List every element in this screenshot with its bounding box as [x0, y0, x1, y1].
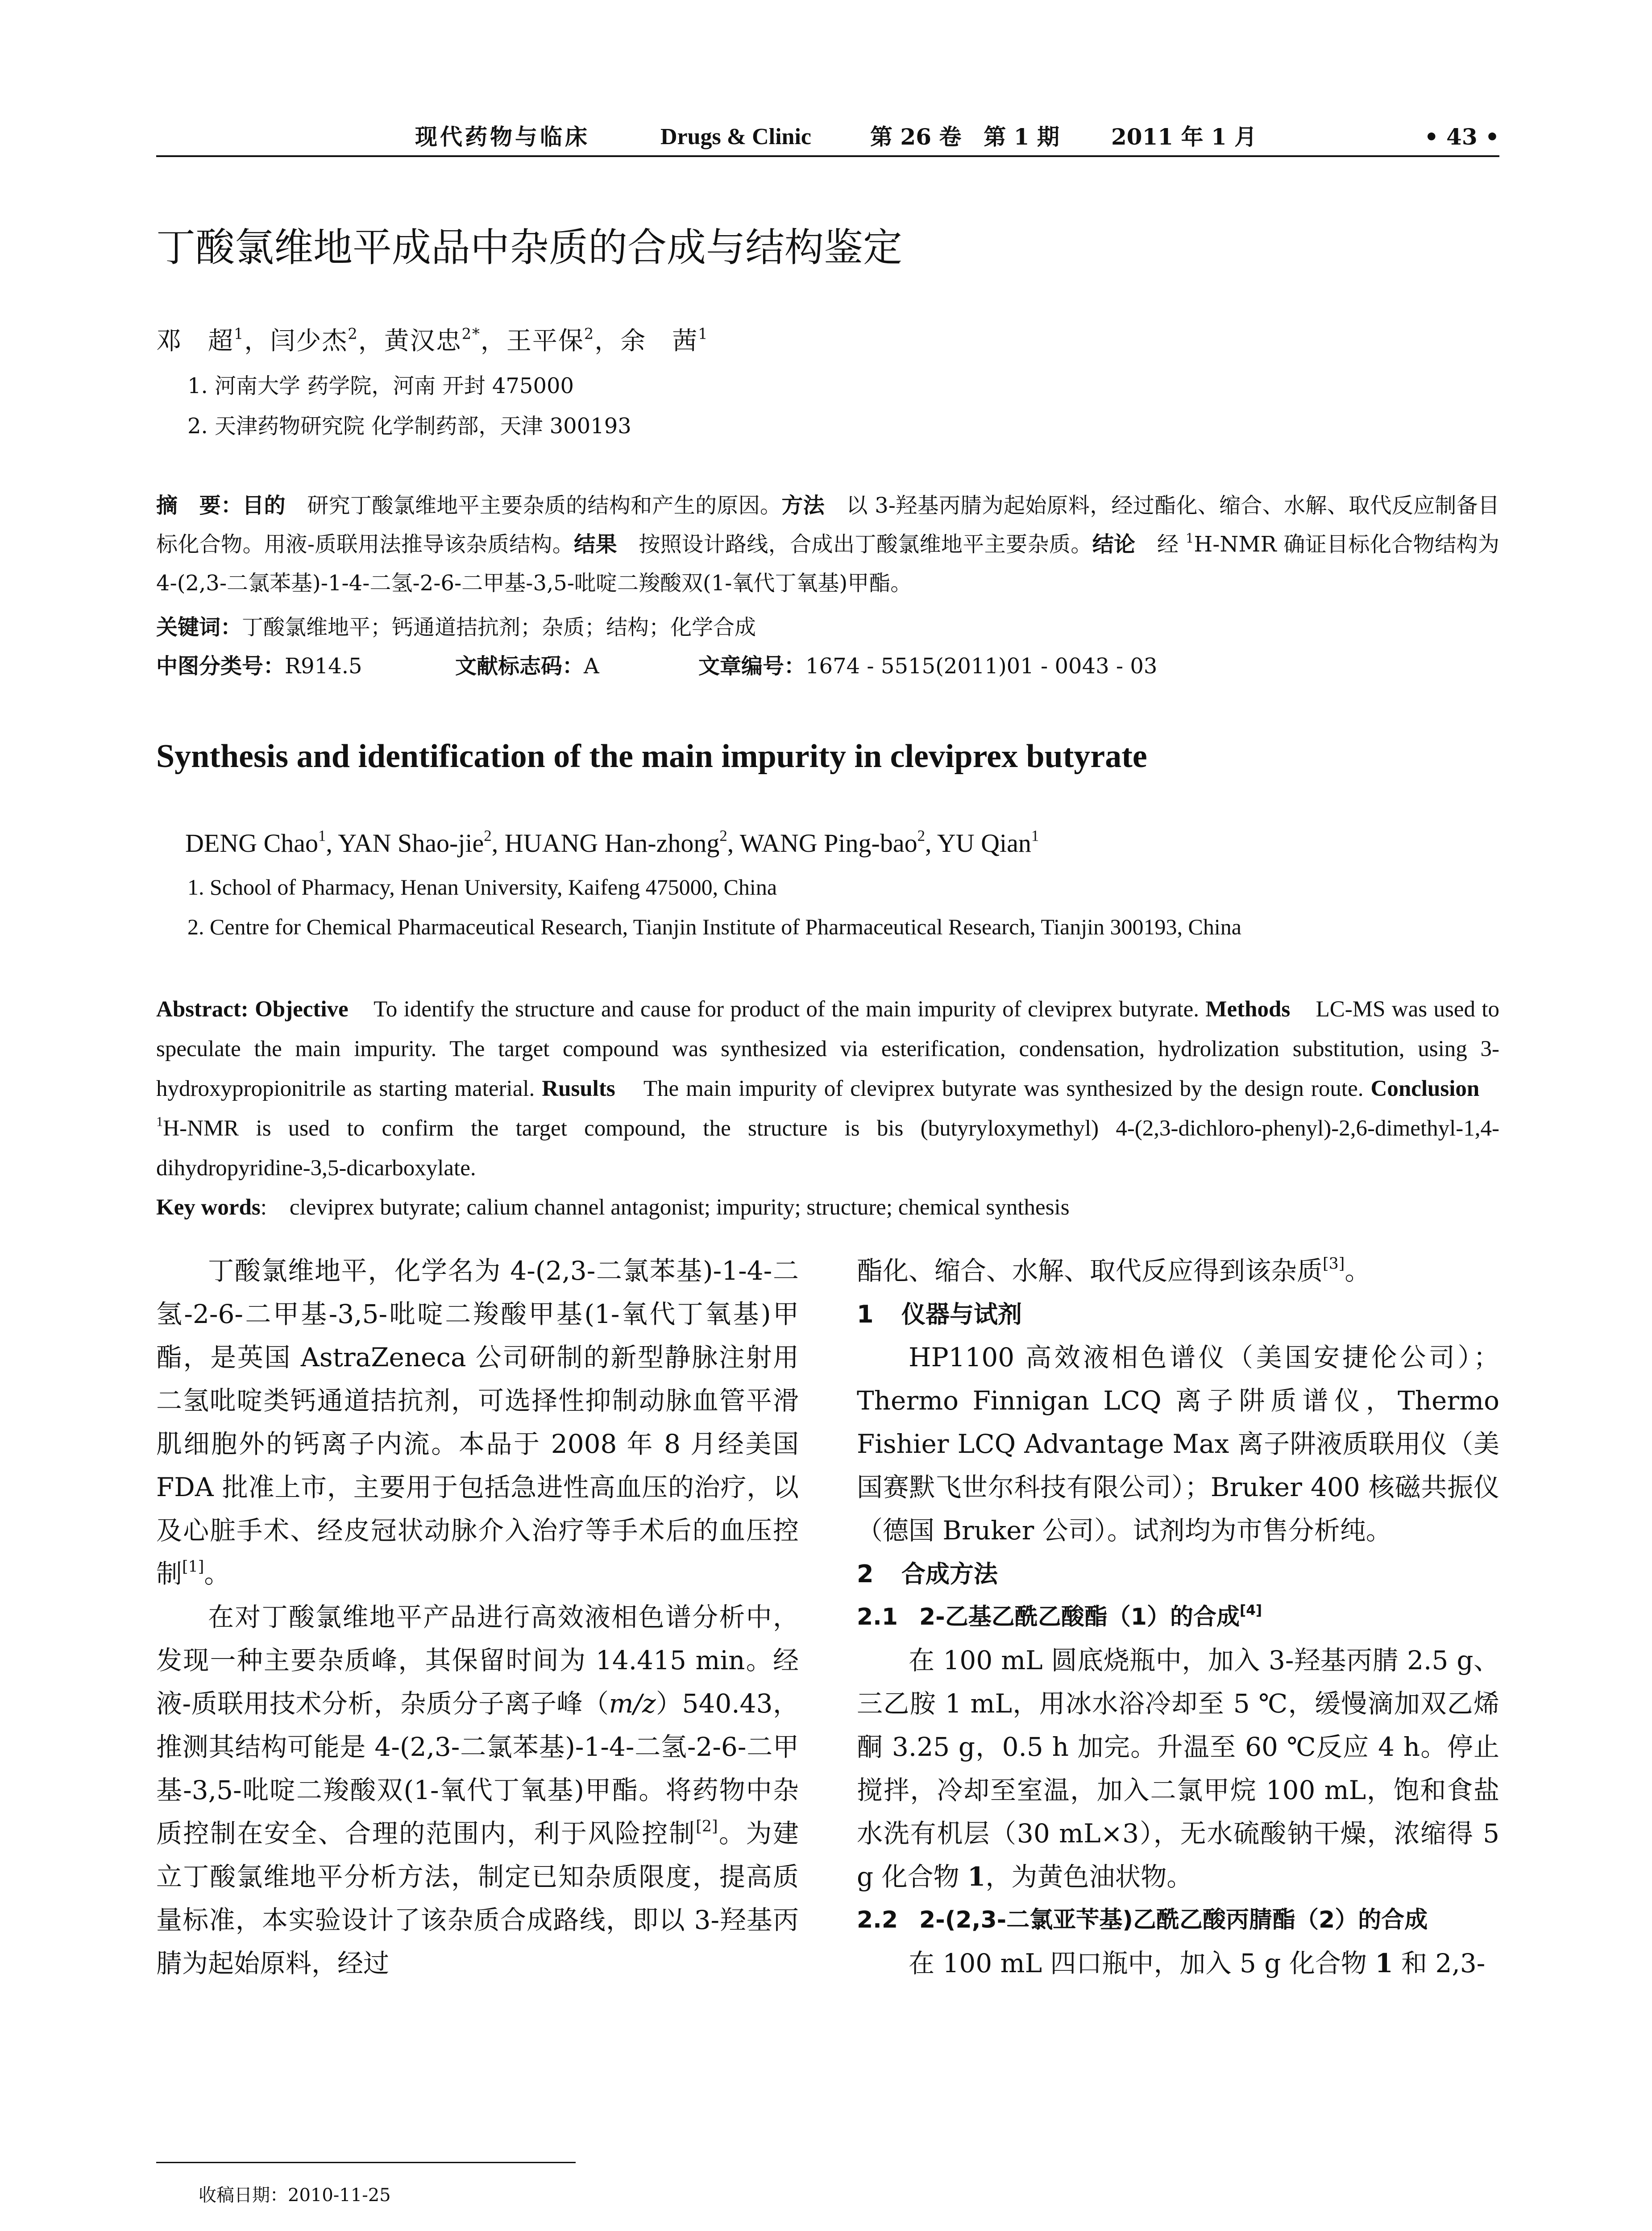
doc-code-label: 文献标志码： [455, 654, 584, 679]
section-title: 仪器与试剂 [901, 1300, 1022, 1328]
author-sup-en: 2 [484, 827, 492, 845]
intro-continuation [857, 1249, 1499, 1293]
journal-name-cn: 现代药物与临床 [415, 124, 590, 150]
s21-text-a: 在 100 mL 圆底烧瓶中，加入 3-羟基丙腈 2.5 g、三乙胺 1 mL，用冰水浴冷却至 5 ℃，缓慢滴加双乙烯酮 3.25 g，0.5 h 加完。升温至 60 ℃反应 4 h。停止搅拌，冷却至室温，加入二氯甲烷 100 mL，饱和食盐水洗有机层（30 mL×3），无水硫酸钠干燥，浓缩得 5 g 化合物 [857, 1645, 1499, 1892]
section-2-1-text [857, 1639, 1499, 1899]
subsection-number: 2.1 [857, 1604, 898, 1630]
abstract-cn [156, 486, 1499, 603]
section-1-text: HP1100 高效液相色谱仪（美国安捷伦公司）；Thermo Finnigan LCQ 离子阱质谱仪，Thermo Fishier LCQ Advantage Max 离子阱液质联用仪（美国赛默飞世尔科技有限公司）；Bruker 400 核磁共振仪（德国 Bruker 公司）。试剂均为市售分析纯。 [857, 1342, 1499, 1546]
article-id-value: 1674 - 5515(2011)01 - 0043 - 03 [805, 654, 1158, 679]
intro-p1-end: 。 [204, 1559, 230, 1589]
s21-text-b: ，为黄色油状物。 [985, 1862, 1193, 1892]
compound-number: 1 [967, 1862, 986, 1892]
received-date-footnote: 收稿日期：2010-11-25 [199, 2185, 391, 2206]
section-2-2-text [857, 1942, 1499, 1985]
authors-en: DENG Chao$^1$, YAN Shao-jie$^2$, HUANG Han-zhong$^2$, WANG Ping-bao$^2$, YU Qian$^1$ [185, 827, 1039, 858]
author-sup-en: 2 [917, 827, 925, 845]
conclusion-pre: 经 [1157, 532, 1186, 557]
keywords-text: 丁酸氯维地平；钙通道拮抗剂；杂质；结构；化学合成 [242, 615, 756, 640]
methods-en-label: Methods [1205, 997, 1291, 1022]
author-sup-en: 1 [318, 827, 326, 845]
compound-number: 2 [1319, 1907, 1335, 1933]
header-rule [156, 155, 1499, 157]
methods-en-text: LC-MS was used to speculate the main impurity. The target compound was synthesized via esterification, condensation, hydrolization substitution, using 3-hydroxypropionitrile as starting material. [156, 997, 1499, 1101]
abstract-en-label: Abstract: [156, 997, 249, 1022]
section-number: 2 [857, 1560, 874, 1588]
doc-code-value: A [584, 654, 599, 679]
s22-text-b: 和 2,3- [1393, 1948, 1486, 1978]
subsection-title-b: ）的合成 [1335, 1907, 1428, 1933]
section-2-1-heading [857, 1596, 1499, 1639]
intro-p2-text-c: 。为建立丁酸氯维地平分析方法，制定已知杂质限度，提高质量标准，本实验设计了该杂质合成路线，即以 3-羟基丙腈为起始原料，经过 [156, 1818, 799, 1978]
results-en-text: The main impurity of cleviprex butyrate was synthesized by the design route. [643, 1076, 1364, 1101]
author-name-en: WANG Ping-bao [739, 829, 917, 858]
author-name: 余 茜 [620, 327, 698, 356]
subsection-title-a: 2-(2,3-二氯亚苄基)乙酰乙酸丙腈酯（ [919, 1907, 1319, 1933]
author-name: 邓 超 [156, 327, 234, 356]
mz-symbol: m/z [609, 1688, 656, 1719]
page-number: • 43 • [1424, 124, 1499, 150]
keywords-en-label: Key words [156, 1195, 261, 1220]
running-header [156, 120, 1499, 154]
keywords-cn [156, 608, 756, 647]
subsection-number: 2.2 [857, 1907, 898, 1933]
author-sup: 2 [348, 325, 358, 343]
volume-issue: 第 26 卷 第 1 期 [870, 124, 1059, 150]
citation: [1] [182, 1558, 204, 1576]
intro-p1-text: 丁酸氯维地平，化学名为 4-(2,3-二氯苯基)-1-4-二氢-2-6-二甲基-3,5-吡啶二羧酸甲基(1-氧代丁氧基)甲酯，是英国 AstraZeneca 公司研制的新型静脉注射用二氢吡啶类钙通道拮抗剂，可选择性抑制动脉血管平滑肌细胞外的钙离子内流。本品于 2008 年 8 月经美国 FDA 批准上市，主要用于包括急进性高血压的治疗，以及心脏手术、经皮冠状动脉介入治疗等手术后的血压控制 [156, 1256, 799, 1589]
keywords-en: Key words: cleviprex butyrate; calium channel antagonist; impurity; structure; chemical synthesis [156, 1195, 1070, 1220]
author-name: 闫少杰 [270, 327, 348, 356]
section-title: 合成方法 [901, 1560, 998, 1588]
abstract-en [156, 990, 1499, 1188]
author-name: 王平保 [506, 327, 584, 356]
author-name: 黄汉忠 [384, 327, 462, 356]
methods-text: 以 3-羟基丙腈为起始原料，经过酯化、缩合、水解、取代反应制备目标化合物。用液-质联用法推导该杂质结构。 [156, 493, 1499, 557]
author-name-en: YU Qian [937, 829, 1031, 858]
affiliation-en-2: 2. Centre for Chemical Pharmaceutical Research, Tianjin Institute of Pharmaceutical Research, Tianjin 300193, China [187, 914, 1241, 939]
body-right-column [857, 1249, 1499, 1985]
conclusion-text: H-NMR 确证目标化合物结构为 4-(2,3-二氯苯基)-1-4-二氢-2-6-二甲基-3,5-吡啶二羧酸双(1-氧代丁氧基)甲酯。 [156, 532, 1499, 596]
results-label: 结果 [574, 532, 617, 557]
objective-label: 目的 [242, 493, 286, 518]
affiliation-cn-1: 1. 河南大学 药学院，河南 开封 475000 [187, 373, 574, 398]
conclusion-label: 结论 [1092, 532, 1136, 557]
intro-p2-text-a: 在对丁酸氯维地平产品进行高效液相色谱分析中，发现一种主要杂质峰，其保留时间为 14.415 min。经液-质联用技术分析，杂质分子离子峰（ [156, 1602, 799, 1719]
nmr-sup-en: 1 [156, 1114, 163, 1129]
keywords-label: 关键词： [156, 615, 242, 640]
authors-cn: 邓 超$^1$，闫少杰$^2$，黄汉忠$^{2*}$，王平保$^2$，余 茜$^1$ [156, 325, 709, 356]
affiliation-cn-2: 2. 天津药物研究院 化学制药部，天津 300193 [187, 414, 631, 439]
body-left-column [156, 1249, 799, 1985]
intro-paragraph-2 [156, 1596, 799, 1985]
intro-cont-text: 酯化、缩合、水解、取代反应得到该杂质 [857, 1256, 1323, 1286]
results-en-label: Rusults [542, 1076, 615, 1101]
intro-p2-text-b: ）540.43，推测其结构可能是 4-(2,3-二氯苯基)-1-4-二氢-2-6-二甲基-3,5-吡啶二羧酸双(1-氧代丁氧基)甲酯。将药物中杂质控制在安全、合理的范围内，利于风险控制 [156, 1688, 799, 1849]
author-sup: 2 [584, 325, 595, 343]
citation: [2] [696, 1817, 718, 1836]
objective-en-text: To identify the structure and cause for product of the main impurity of cleviprex butyrate. [374, 997, 1200, 1022]
section-1-heading [857, 1293, 1499, 1336]
compound-number: 1 [1375, 1948, 1393, 1978]
article-id-label: 文章编号： [698, 654, 806, 679]
citation: [4] [1239, 1602, 1262, 1619]
author-name-en: YAN Shao-jie [338, 829, 484, 858]
author-sup-en: 2 [719, 827, 727, 845]
abstract-label: 摘 要： [156, 493, 243, 518]
author-sup: 2* [461, 325, 481, 343]
clc-label: 中图分类号： [156, 654, 285, 679]
title-cn: 丁酸氯维地平成品中杂质的合成与结构鉴定 [156, 224, 903, 270]
nmr-sup: 1 [1186, 530, 1194, 546]
article-id-item [698, 647, 1157, 686]
keywords-en-text: cleviprex butyrate; calium channel antagonist; impurity; structure; chemical synthesis [289, 1195, 1070, 1220]
conclusion-en-label: Conclusion [1370, 1076, 1480, 1101]
objective-en-label: Objective [255, 997, 349, 1022]
results-text: 按照设计路线，合成出丁酸氯维地平主要杂质。 [639, 532, 1092, 557]
clc-value: R914.5 [285, 654, 362, 679]
objective-text: 研究丁酸氯维地平主要杂质的结构和产生的原因。 [307, 493, 782, 518]
doc-code-item [455, 647, 599, 686]
subsection-title: 2-乙基乙酰乙酸酯（1）的合成 [919, 1604, 1240, 1630]
affiliation-en-1: 1. School of Pharmacy, Henan University, Kaifeng 475000, China [187, 875, 777, 900]
author-name-en: HUANG Han-zhong [504, 829, 720, 858]
section-number: 1 [857, 1300, 874, 1328]
citation: [3] [1323, 1255, 1345, 1273]
section-2-2-heading [857, 1899, 1499, 1942]
methods-label: 方法 [781, 493, 825, 518]
author-sup: 1 [698, 325, 709, 343]
s22-text-a: 在 100 mL 四口瓶中，加入 5 g 化合物 [909, 1948, 1375, 1978]
intro-cont-end: 。 [1345, 1256, 1371, 1286]
clc-item [156, 647, 362, 686]
intro-paragraph-1 [156, 1249, 799, 1596]
title-en: Synthesis and identification of the main impurity in cleviprex butyrate [156, 738, 1147, 775]
section-2-heading [857, 1552, 1499, 1596]
author-name-en: DENG Chao [185, 829, 319, 858]
issue-date: 2011 年 1 月 [1111, 124, 1257, 150]
journal-name-en: Drugs & Clinic [660, 124, 811, 149]
footnote-rule [156, 2162, 576, 2163]
author-sup-en: 1 [1031, 827, 1039, 845]
conclusion-en-text: H-NMR is used to confirm the target compound, the structure is bis (butyryloxymethyl) 4-(2,3-dichloro-phenyl)-2,6-dimethyl-1,4-dihydropyridine-3,5-dicarboxylate. [156, 1116, 1499, 1181]
author-sup: 1 [234, 325, 245, 343]
